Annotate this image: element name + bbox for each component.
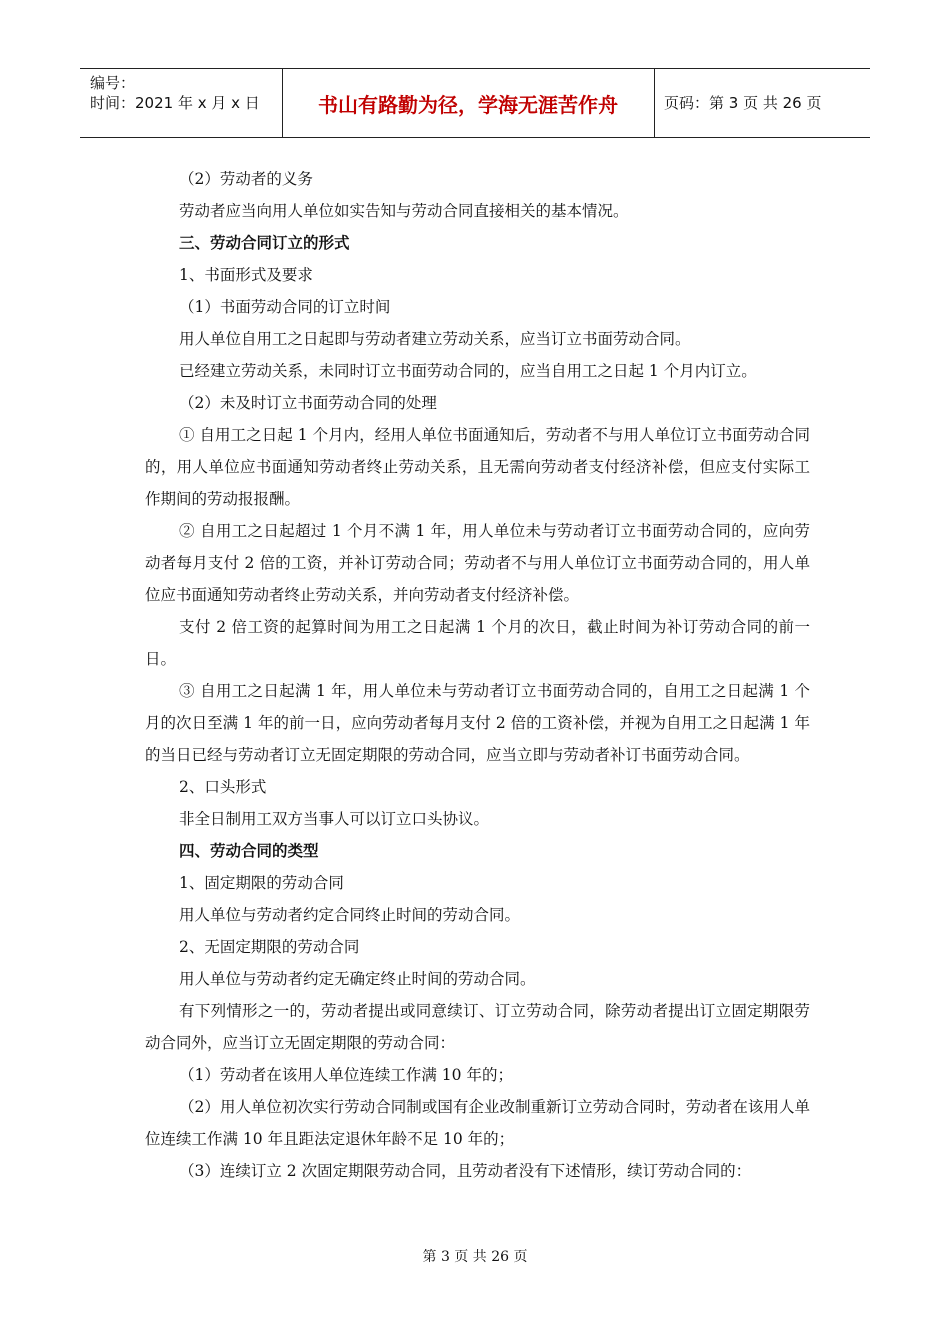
header-motto-cell xyxy=(282,69,655,137)
header-left-cell xyxy=(80,69,283,137)
paragraph: 用人单位自用工之日起即与劳动者建立劳动关系，应当订立书面劳动合同。 xyxy=(179,330,691,348)
paragraph: 有下列情形之一的，劳动者提出或同意续订、订立劳动合同，除劳动者提出订立固定期限劳动合同外，应当订立无固定期限的劳动合同： xyxy=(145,1002,810,1052)
paragraph: （1）书面劳动合同的订立时间 xyxy=(179,298,391,316)
subheading: 1、书面形式及要求 xyxy=(179,266,313,284)
document-number-label: 编号： xyxy=(90,74,136,92)
paragraph: ② 自用工之日起超过 1 个月不满 1 年，用人单位未与劳动者订立书面劳动合同的，应向劳动者每月支付 2 倍的工资，并补订劳动合同；劳动者不与用人单位订立书面劳动合同的，用人单位应书面通知劳动者终止劳动关系，并向劳动者支付经济补偿。 xyxy=(145,522,810,604)
subheading: 2、口头形式 xyxy=(179,778,267,796)
paragraph: ① 自用工之日起 1 个月内，经用人单位书面通知后，劳动者不与用人单位订立书面劳动合同的，用人单位应书面通知劳动者终止劳动关系，且无需向劳动者支付经济补偿，但应支付实际工作期间的劳动报报酬。 xyxy=(145,426,810,508)
subheading: 2、无固定期限的劳动合同 xyxy=(179,938,360,956)
document-body xyxy=(145,163,810,1187)
list-item: （1）劳动者在该用人单位连续工作满 10 年的； xyxy=(179,1066,513,1084)
list-item: （2）用人单位初次实行劳动合同制或国有企业改制重新订立劳动合同时，劳动者在该用人单位连续工作满 10 年且距法定退休年龄不足 10 年的； xyxy=(145,1098,810,1148)
paragraph: 用人单位与劳动者约定合同终止时间的劳动合同。 xyxy=(179,906,521,924)
paragraph: ③ 自用工之日起满 1 年，用人单位未与劳动者订立书面劳动合同的，自用工之日起满 1 个月的次日至满 1 年的前一日，应向劳动者每月支付 2 倍的工资补偿，并视为自用工之日起满 1 年的当日已经与劳动者订立无固定期限的劳动合同，应当立即与劳动者补订书面劳动合同。 xyxy=(145,682,810,764)
paragraph: 已经建立劳动关系，未同时订立书面劳动合同的，应当自用工之日起 1 个月内订立。 xyxy=(179,362,757,380)
section-heading: 四、劳动合同的类型 xyxy=(179,842,319,860)
document-date-label: 时间：2021 年 x 月 x 日 xyxy=(90,94,260,112)
header-motto: 书山有路勤为径，学海无涯苦作舟 xyxy=(318,93,618,117)
paragraph: 劳动者应当向用人单位如实告知与劳动合同直接相关的基本情况。 xyxy=(179,202,629,220)
paragraph: 支付 2 倍工资的起算时间为用工之日起满 1 个月的次日，截止时间为补订劳动合同的前一日。 xyxy=(145,618,810,668)
subheading: 1、固定期限的劳动合同 xyxy=(179,874,344,892)
page-header xyxy=(80,68,870,138)
paragraph: （2）劳动者的义务 xyxy=(179,170,313,188)
page-footer: 第 3 页 共 26 页 xyxy=(422,1249,528,1265)
paragraph: 非全日制用工双方当事人可以订立口头协议。 xyxy=(179,810,490,828)
header-page-code: 页码：第 3 页 共 26 页 xyxy=(664,94,822,112)
paragraph: （2）未及时订立书面劳动合同的处理 xyxy=(179,394,437,412)
header-page-cell xyxy=(654,69,870,137)
section-heading: 三、劳动合同订立的形式 xyxy=(179,234,350,252)
list-item: （3）连续订立 2 次固定期限劳动合同，且劳动者没有下述情形，续订劳动合同的： xyxy=(179,1162,752,1180)
paragraph: 用人单位与劳动者约定无确定终止时间的劳动合同。 xyxy=(179,970,536,988)
